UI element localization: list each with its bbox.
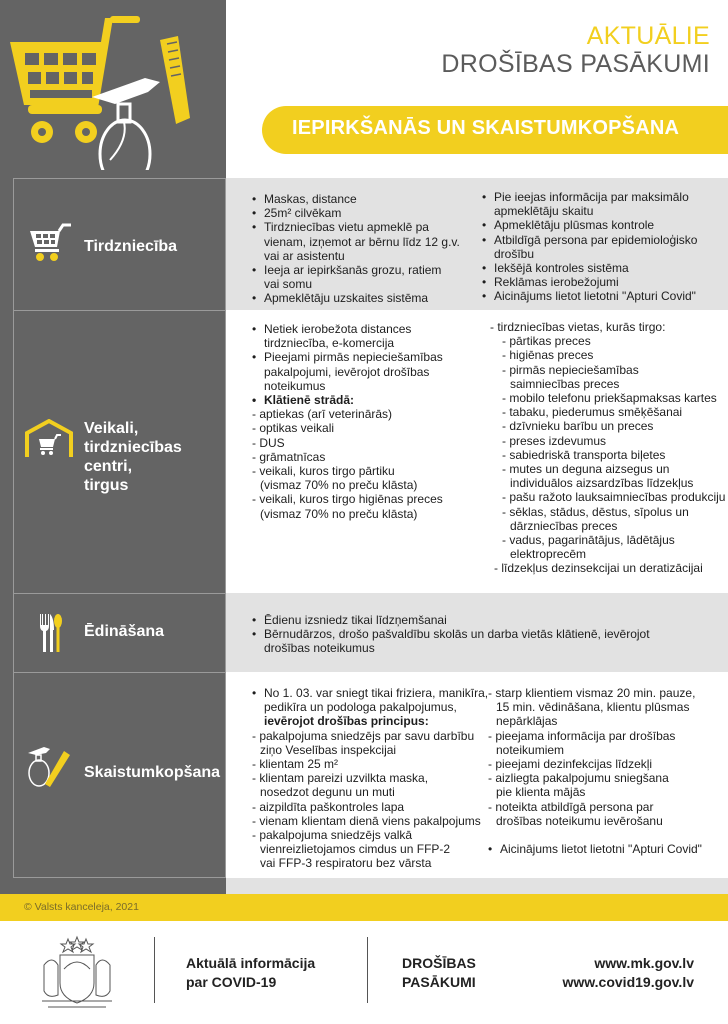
- title-line: Veikali,: [84, 420, 139, 437]
- list-item: • Apmeklētāju plūsmas kontrole: [480, 218, 728, 232]
- list-item: - pašu ražoto lauksaimniecības produkciju: [502, 490, 726, 505]
- list-item: vienreizlietojamos cimdus un FFP-2: [260, 842, 451, 857]
- list-item: - vadus, pagarinātājus, lādētājus: [502, 533, 675, 548]
- list-item: noteikumiem: [496, 742, 565, 757]
- list-item: - pieejami dezinfekcijas līdzekļi: [488, 757, 653, 772]
- list-item: • Ēdienu izsniedz tikai līdzņemšanai: [250, 613, 720, 627]
- comb-icon: [160, 36, 190, 124]
- list-item: pedikīra un podologa pakalpojumus,: [264, 700, 457, 715]
- content-column: [250, 613, 720, 656]
- section-title: Skaistumkopšana: [84, 764, 221, 781]
- right-column: [490, 320, 728, 576]
- title-line: centri,: [84, 458, 133, 475]
- list-item: (vismaz 70% no preču klāsta): [260, 506, 418, 521]
- list-item: - pārtikas preces: [502, 334, 591, 349]
- footer-label: [402, 954, 476, 992]
- list-item: - klientam 25 m²: [252, 757, 339, 772]
- cutlery-icon: [38, 612, 62, 654]
- left-column: [250, 686, 490, 871]
- list-item: • Atbildīgā persona par epidemioloģisko: [480, 233, 728, 247]
- list-item: - mobilo telefonu priekšapmaksas kartes: [502, 391, 717, 406]
- list-item: - preses izdevumus: [502, 433, 607, 448]
- list-item: • Aicinājums lietot lietotni "Apturi Covid": [480, 289, 728, 303]
- list-item: • Tirdzniecības vietu apmeklē pa: [250, 220, 490, 234]
- title-line-2: DROŠĪBAS PASĀKUMI: [441, 50, 710, 78]
- hero-illustration: [0, 0, 226, 170]
- spray-comb-icon: [26, 745, 74, 789]
- banner-text: IEPIRKŠANĀS UN SKAISTUMKOPŠANA: [292, 117, 680, 139]
- title-line: tirdzniecības: [84, 439, 182, 456]
- copyright-text: © Valsts kanceleja, 2021: [24, 901, 139, 913]
- list-item: • Maskas, distance: [250, 192, 490, 206]
- title-line-1: AKTUĀLIE: [586, 22, 710, 50]
- list-item: - pieejama informācija par drošības: [488, 728, 676, 743]
- list-item: - vienam klientam dienā viens pakalpojums: [252, 813, 481, 828]
- section-title: Tirdzniecība: [84, 238, 178, 255]
- list-item: • Pieejami pirmās nepieciešamības: [250, 350, 490, 364]
- list-item: • Reklāmas ierobežojumi: [480, 275, 728, 289]
- gray-strip: [226, 878, 728, 894]
- title-line: tirgus: [84, 477, 129, 494]
- section-banner: [262, 106, 728, 154]
- spray-bottle-icon: [92, 78, 160, 170]
- footer-info-line: par COVID-19: [186, 974, 277, 990]
- list-item: • Ieeja ar iepirkšanās grozu, ratiem: [250, 263, 490, 277]
- list-item: • Aicinājums lietot lietotni "Apturi Covid": [486, 842, 728, 856]
- list-item: drošību: [494, 246, 535, 261]
- list-item: - aizpildīta paškontroles lapa: [252, 799, 405, 814]
- list-item: • 25m² cilvēkam: [250, 206, 490, 220]
- list-item: - pakalpojuma sniedzējs valkā: [252, 828, 413, 843]
- list-item: - mutes un deguna aizsegus un: [502, 462, 670, 477]
- footer-info-line: Aktuālā informācija: [186, 955, 316, 971]
- table-bottom-border: [13, 877, 226, 878]
- list-item: tirdzniecība, e-komercija: [264, 336, 395, 351]
- list-item: saimniecības preces: [510, 376, 620, 391]
- section-label: [13, 672, 226, 878]
- copyright-bar: [0, 894, 728, 921]
- section-content: [226, 310, 728, 593]
- list-item: - pirmās nepieciešamības: [502, 362, 639, 377]
- list-item: vai ar asistentu: [264, 248, 345, 263]
- list-item: individuālos aizsardzības līdzekļus: [510, 476, 694, 491]
- section-title: [84, 419, 182, 495]
- list-item: (vismaz 70% no preču klāsta): [260, 478, 418, 493]
- section-label: [13, 593, 226, 672]
- footer-divider: [367, 937, 368, 1003]
- list-item: • Klātienē strādā:: [250, 393, 490, 407]
- list-item: - sabiedriskā transporta biļetes: [502, 447, 666, 462]
- list-item: vai somu: [264, 277, 313, 292]
- list-item: apmeklētāju skaitu: [494, 204, 594, 219]
- list-item: pie klienta mājās: [496, 785, 586, 800]
- list-item: nosedzot degunu un muti: [260, 785, 395, 800]
- list-item: vai FFP-3 respiratoru bez vārsta: [260, 856, 432, 871]
- footer-links: [563, 954, 694, 992]
- list-item: noteikumus: [264, 378, 326, 393]
- left-column: [250, 192, 490, 306]
- list-item: - higiēnas preces: [502, 348, 594, 363]
- list-item: dārzniecības preces: [510, 518, 618, 533]
- right-column: [480, 190, 728, 304]
- footer: [0, 921, 728, 1024]
- section-row-veikali: [0, 310, 728, 593]
- section-row-skaistumkopsana: [0, 672, 728, 878]
- list-item: - līdzekļus dezinsekcijai un deratizācijai: [494, 561, 703, 576]
- list-item: - tirdzniecības vietas, kurās tirgo:: [490, 320, 666, 334]
- list-item: - klientam pareizi uzvilkta maska,: [252, 771, 429, 786]
- list-item: - optikas veikali: [252, 421, 335, 436]
- footer-label-line: DROŠĪBAS: [402, 955, 476, 971]
- shopping-cart-icon: [10, 16, 140, 143]
- section-title: Ēdināšana: [84, 623, 165, 640]
- footer-link-mk[interactable]: www.mk.gov.lv: [594, 955, 694, 971]
- list-item: - pakalpojuma sniedzējs par savu darbību: [252, 728, 475, 743]
- section-content: [226, 593, 728, 672]
- list-item: - grāmatnīcas: [252, 449, 326, 464]
- footer-link-covid19[interactable]: www.covid19.gov.lv: [562, 974, 694, 990]
- coat-of-arms-logo: [32, 935, 122, 1011]
- store-cart-icon: [24, 419, 74, 459]
- list-item: - aptiekas (arī veterinārās): [252, 407, 393, 422]
- list-item: pakalpojumi, ievērojot drošības: [264, 364, 430, 379]
- list-item: - tabaku, piederumus smēķēšanai: [502, 405, 683, 420]
- list-item: - starp klientiem vismaz 20 min. pauze,: [488, 686, 696, 700]
- list-item: elektroprecēm: [510, 547, 587, 562]
- list-item: • No 1. 03. var sniegt tikai friziera, manikīra,: [250, 686, 490, 700]
- list-item: - sēklas, stādus, dēstus, sīpolus un: [502, 504, 689, 519]
- list-item: - DUS: [252, 435, 285, 450]
- list-item: ziņo Veselības inspekcijai: [260, 742, 397, 757]
- list-item: drošības noteikumu ievērošanu: [496, 813, 663, 828]
- list-item: - veikali, kuros tirgo pārtiku: [252, 464, 395, 479]
- list-item: [486, 828, 728, 842]
- section-row-tirdznieciba: [0, 178, 728, 310]
- footer-info: [186, 954, 315, 992]
- shopping-cart-icon: [28, 223, 74, 263]
- right-column: [486, 686, 728, 856]
- list-item: • Bērnudārzos, drošo pašvaldību skolās un darba vietās klātienē, ievērojot: [250, 627, 720, 641]
- footer-divider: [154, 937, 155, 1003]
- list-item: - aizliegta pakalpojumu sniegšana: [488, 771, 669, 786]
- footer-label-line: PASĀKUMI: [402, 974, 476, 990]
- section-label: [13, 310, 226, 593]
- list-item: vienam, izņemot ar bērnu līdz 12 g.v.: [264, 234, 460, 249]
- list-item: • Apmeklētāju uzskaites sistēma: [250, 291, 490, 305]
- list-item: nepārklājas: [496, 714, 558, 729]
- list-item: 15 min. vēdināšana, klientu plūsmas: [496, 700, 690, 715]
- list-item: ievērojot drošības principus:: [264, 714, 429, 729]
- section-content: [226, 672, 728, 878]
- section-label: [13, 178, 226, 310]
- list-item: - noteikta atbildīgā persona par: [488, 799, 654, 814]
- list-item: - veikali, kuros tirgo higiēnas preces: [252, 492, 443, 507]
- list-item: • Iekšējā kontroles sistēma: [480, 261, 728, 275]
- list-item: - dzīvnieku barību un preces: [502, 419, 654, 434]
- list-item: • Netiek ierobežota distances: [250, 322, 490, 336]
- section-content: [226, 178, 728, 310]
- section-row-edinasana: [0, 593, 728, 672]
- list-item: drošības noteikumus: [264, 641, 375, 656]
- list-item: • Pie ieejas informācija par maksimālo: [480, 190, 728, 204]
- left-column: [250, 322, 490, 521]
